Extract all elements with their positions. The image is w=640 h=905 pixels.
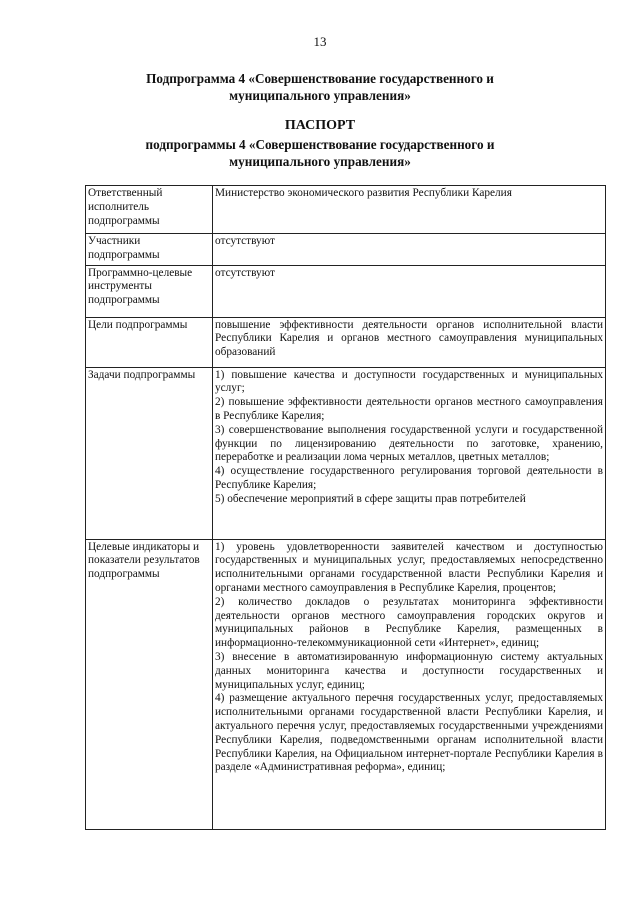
task-item-3: 3) совершенствование выполнения государственной услуги и государственной функции по лицензированию деятельности по заготовке, хранению, переработке и реализации лома черных металлов, цветных металлов; xyxy=(215,423,603,464)
table-row-goals xyxy=(86,317,606,367)
passport-heading: ПАСПОРТ xyxy=(284,118,356,133)
indicator-item-2: 2) количество докладов о результатах мониторинга эффективности деятельности органов местного самоуправления городских округов и муниципальных районов в Республике Карелия, размещенных в информационно-телекоммуникационной сети «Интернет», единиц; xyxy=(215,595,603,650)
row-label: Участники подпрограммы xyxy=(86,234,213,266)
passport-subtitle-line-1: подпрограммы 4 «Совершенствование государственного и xyxy=(145,137,495,152)
table-row-instruments xyxy=(86,265,606,317)
task-item-5: 5) обеспечение мероприятий в сфере защиты прав потребителей xyxy=(215,492,526,505)
row-label: Программно-целевые инструменты подпрограммы xyxy=(86,265,213,317)
task-item-2: 2) повышение эффективности деятельности органов местного самоуправления в Республике Карелия; xyxy=(215,396,603,422)
row-value xyxy=(213,539,606,829)
subprogram-title-line-2: муниципального управления» xyxy=(229,88,411,103)
subprogram-title-line-1: Подпрограмма 4 «Совершенствование государственного и xyxy=(146,71,494,86)
indicator-item-3: 3) внесение в автоматизированную информационную систему актуальных данных мониторинга качества и доступности государственных и муниципальных услуг, единиц; xyxy=(215,650,603,691)
table-row-indicators xyxy=(86,539,606,829)
row-value-text: отсутствуют xyxy=(215,266,275,279)
row-value xyxy=(213,186,606,234)
table-row-participants xyxy=(86,234,606,266)
row-value-text: отсутствуют xyxy=(215,235,275,247)
indicator-item-4: 4) размещение актуального перечня государственных услуг, предоставляемых исполнительными органами государственной власти Республики Карелия, и актуального перечня услуг, предоставляемых государственными учреждениями Республики Карелия, подведомственными органам исполнительной власти Республики Карелия, на Официальном интернет-портале Республики Карелия в разделе «Административная реформа», единиц; xyxy=(215,692,603,774)
indicator-item-1: 1) уровень удовлетворенности заявителей качеством и доступностью государственных и муниципальных услуг, предоставляемых непосредственно исполнительными органами государственной власти Республики Карелия и органами местного самоуправления в Республике Карелия, процентов; xyxy=(215,540,603,594)
row-value-text: повышение эффективности деятельности органов исполнительной власти Республики Карелия и органов местного самоуправления муниципальных образований xyxy=(215,318,603,359)
row-label: Цели подпрограммы xyxy=(86,317,213,367)
passport-subtitle-line-2: муниципального управления» xyxy=(229,154,411,169)
task-item-4: 4) осуществление государственного регулирования торговой деятельности в Республике Карелия; xyxy=(215,465,603,491)
passport-table xyxy=(85,185,606,830)
row-value xyxy=(213,265,606,317)
row-label: Задачи подпрограммы xyxy=(86,367,213,539)
row-value xyxy=(213,317,606,367)
task-item-1: 1) повышение качества и доступности государственных и муниципальных услуг; xyxy=(215,368,603,395)
row-value-text: Министерство экономического развития Республики Карелия xyxy=(215,187,512,199)
table-row-tasks xyxy=(86,367,606,539)
row-label: Целевые индикаторы и показатели результатов подпрограммы xyxy=(86,539,213,829)
row-label: Ответственный исполнитель подпрограммы xyxy=(86,186,213,234)
passport-subtitle xyxy=(120,136,520,170)
subprogram-title xyxy=(120,70,520,104)
page-number: 13 xyxy=(313,34,327,49)
table-row-responsible xyxy=(86,186,606,234)
row-value xyxy=(213,367,606,539)
row-value xyxy=(213,234,606,266)
